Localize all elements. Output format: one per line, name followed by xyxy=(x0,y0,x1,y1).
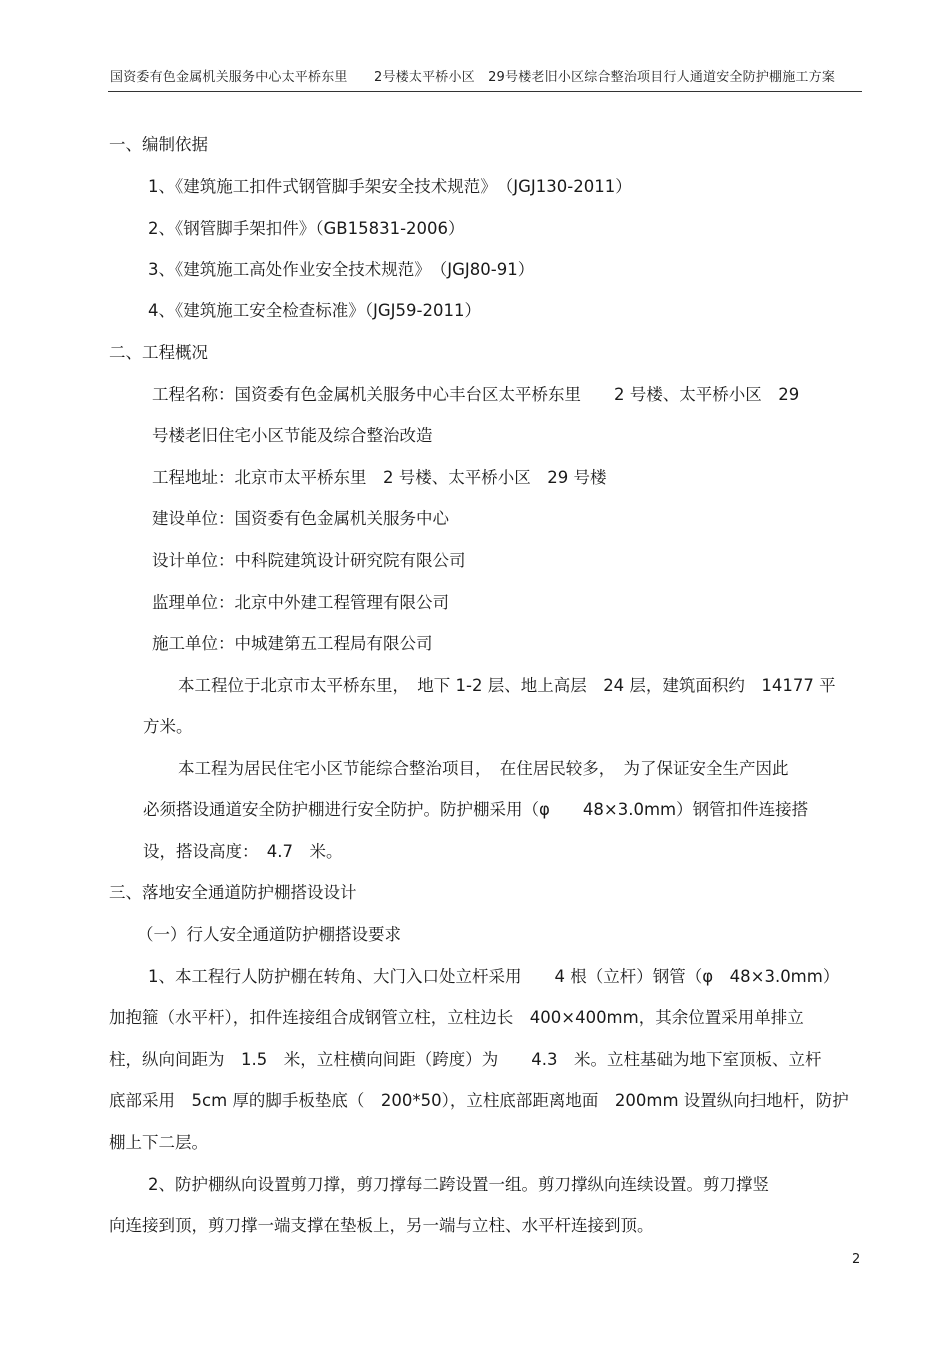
project-name-line2: 号楼老旧住宅小区节能及综合整治改造 xyxy=(152,426,433,445)
req-item1-line4: 底部采用 5cm 厚的脚手板垫底（ 200*50），立柱底部距离地面 200mm 设置纵向扫地杆，防护 xyxy=(109,1091,849,1110)
basis-item-3: 3、《建筑施工高处作业安全技术规范》 （JGJ80-91） xyxy=(148,260,535,279)
overview-para1-line1: 本工程位于北京市太平桥东里， 地下 1-2 层、地上高层 24 层，建筑面积约 14177 平 xyxy=(178,676,836,695)
running-header: 国资委有色金属机关服务中心太平桥东里 2号楼太平桥小区 29号楼老旧小区综合整治项目行人通道安全防护棚施工方案 xyxy=(110,70,836,85)
overview-para2-line2: 必须搭设通道安全防护棚进行安全防护。防护棚采用（φ 48×3.0mm）钢管扣件连接搭 xyxy=(143,800,809,819)
overview-para1-line2: 方米。 xyxy=(143,717,193,736)
req-item1-line1: 1、本工程行人防护棚在转角、大门入口处立杆采用 4 根（立杆）钢管（φ 48×3.0mm） xyxy=(148,967,840,986)
supervision-unit: 监理单位：北京中外建工程管理有限公司 xyxy=(152,593,449,612)
req-item1-line5: 棚上下二层。 xyxy=(109,1133,208,1152)
overview-para2-line3: 设，搭设高度： 4.7 米。 xyxy=(143,842,343,861)
basis-item-4: 4、《建筑施工安全检查标准》（JGJ59-2011） xyxy=(148,301,481,320)
construction-unit: 施工单位：中城建第五工程局有限公司 xyxy=(152,634,433,653)
req-item2-line2: 向连接到顶，剪刀撑一端支撑在垫板上，另一端与立柱、水平杆连接到顶。 xyxy=(109,1216,654,1235)
section-heading-basis: 一、编制依据 xyxy=(109,135,208,154)
basis-item-1: 1、《建筑施工扣件式钢管脚手架安全技术规范》 （JGJ130-2011） xyxy=(148,177,632,196)
req-item2-line1: 2、防护棚纵向设置剪刀撑，剪刀撑每二跨设置一组。剪刀撑纵向连续设置。剪刀撑竖 xyxy=(148,1175,769,1194)
overview-para2-line1: 本工程为居民住宅小区节能综合整治项目， 在住居民较多， 为了保证安全生产因此 xyxy=(178,759,789,778)
header-rule xyxy=(108,91,862,92)
page-number: 2 xyxy=(852,1252,861,1267)
req-item1-line3: 柱，纵向间距为 1.5 米，立柱横向间距（跨度）为 4.3 米。立柱基础为地下室顶板、立杆 xyxy=(109,1050,822,1069)
section-heading-design: 三、落地安全通道防护棚搭设设计 xyxy=(109,883,357,902)
basis-item-2: 2、《钢管脚手架扣件》（GB15831-2006） xyxy=(148,219,465,238)
design-unit: 设计单位：中科院建筑设计研究院有限公司 xyxy=(152,551,466,570)
project-name-line1: 工程名称：国资委有色金属机关服务中心丰台区太平桥东里 2 号楼、太平桥小区 29 xyxy=(152,385,800,404)
subsection-heading-requirements: （一）行人安全通道防护棚搭设要求 xyxy=(137,925,401,944)
project-address: 工程地址：北京市太平桥东里 2 号楼、太平桥小区 29 号楼 xyxy=(152,468,607,487)
owner-unit: 建设单位：国资委有色金属机关服务中心 xyxy=(152,509,449,528)
req-item1-line2: 加抱箍（水平杆），扣件连接组合成钢管立柱，立柱边长 400×400mm，其余位置采用单排立 xyxy=(109,1008,804,1027)
section-heading-overview: 二、工程概况 xyxy=(109,343,208,362)
